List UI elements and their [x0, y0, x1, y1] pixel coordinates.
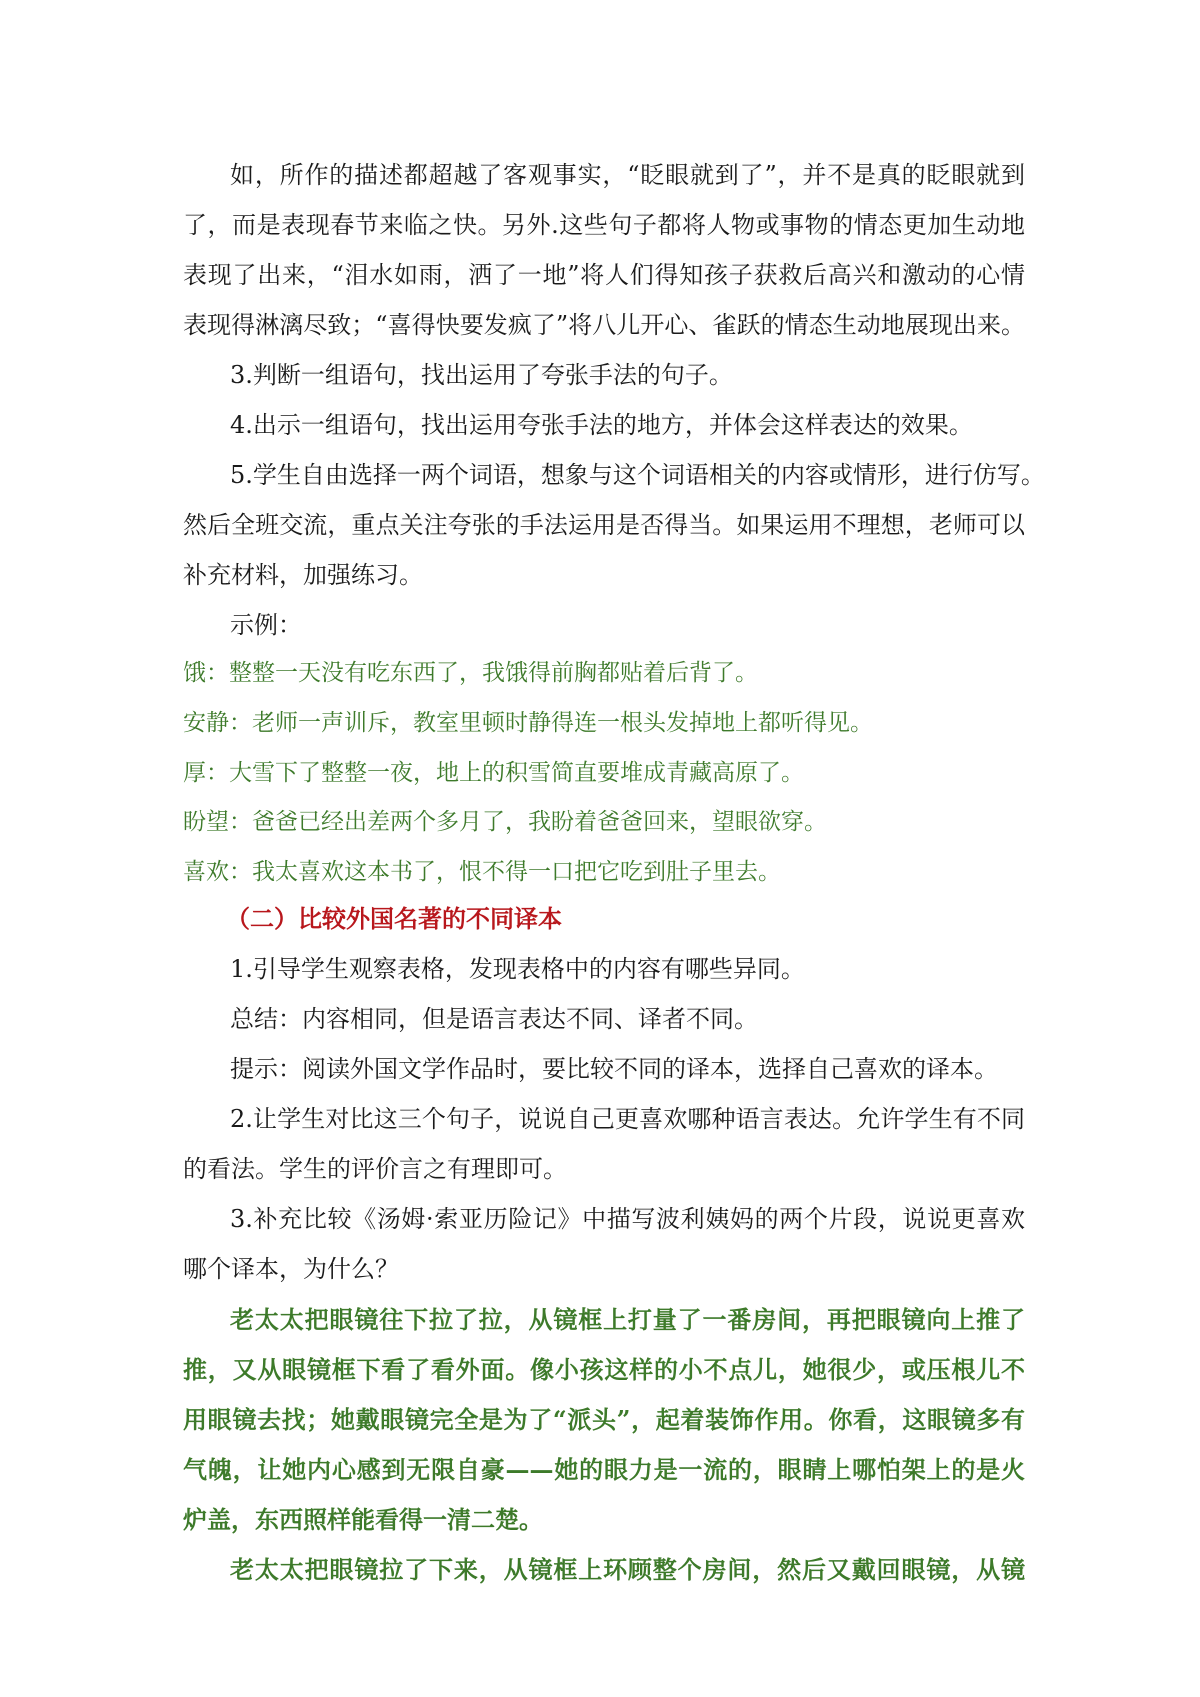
section-item-2-line: 2.让学生对比这三个句子，说说自己更喜欢哪种语言表达。允许学生有不同: [230, 1105, 1025, 1133]
examples-label: 示例：: [230, 611, 302, 639]
example-item: 饿：整整一天没有吃东西了，我饿得前胸都贴着后背了。: [183, 660, 758, 686]
excerpt-1-line: 炉盖，东西照样能看得一清二楚。: [183, 1505, 543, 1534]
example-item: 喜欢：我太喜欢这本书了，恨不得一口把它吃到肚子里去。: [183, 859, 781, 885]
tip-text: 提示：阅读外国文学作品时，要比较不同的译本，选择自己喜欢的译本。: [230, 1055, 998, 1083]
summary-text: 总结：内容相同，但是语言表达不同、译者不同。: [230, 1005, 758, 1033]
step-5-line: 然后全班交流，重点关注夸张的手法运用是否得当。如果运用不理想，老师可以: [183, 511, 1025, 539]
excerpt-1-line: 老太太把眼镜往下拉了拉，从镜框上打量了一番房间，再把眼镜向上推了: [230, 1305, 1025, 1334]
section-heading: （二）比较外国名著的不同译本: [226, 905, 562, 933]
paragraph-line: 表现了出来，“泪水如雨，洒了一地”将人们得知孩子获救后高兴和激动的心情: [183, 261, 1025, 289]
excerpt-1-line: 用眼镜去找；她戴眼镜完全是为了“派头”，起着装饰作用。你看，这眼镜多有: [183, 1405, 1025, 1434]
section-item-3-line: 3.补充比较《汤姆·索亚历险记》中描写波利姨妈的两个片段，说说更喜欢: [230, 1205, 1025, 1233]
excerpt-1-line: 推，又从眼镜框下看了看外面。像小孩这样的小不点儿，她很少，或压根儿不: [183, 1355, 1025, 1384]
example-item: 厚：大雪下了整整一夜，地上的积雪简直要堆成青藏高原了。: [183, 760, 804, 786]
paragraph-line: 如，所作的描述都超越了客观事实，“眨眼就到了”，并不是真的眨眼就到: [230, 161, 1025, 189]
step-4: 4.出示一组语句，找出运用夸张手法的地方，并体会这样表达的效果。: [230, 411, 973, 439]
section-item-1: 1.引导学生观察表格，发现表格中的内容有哪些异同。: [230, 955, 805, 983]
section-item-3-line: 哪个译本，为什么？: [183, 1255, 399, 1283]
excerpt-1-line: 气魄，让她内心感到无限自豪——她的眼力是一流的，眼睛上哪怕架上的是火: [183, 1455, 1025, 1484]
paragraph-line: 表现得淋漓尽致；“喜得快要发疯了”将八儿开心、雀跃的情态生动地展现出来。: [183, 311, 1025, 339]
paragraph-line: 了，而是表现春节来临之快。另外.这些句子都将人物或事物的情态更加生动地: [183, 211, 1025, 239]
step-5-line: 5.学生自由选择一两个词语，想象与这个词语相关的内容或情形，进行仿写。: [230, 461, 1045, 489]
step-3: 3.判断一组语句，找出运用了夸张手法的句子。: [230, 361, 733, 389]
example-item: 盼望：爸爸已经出差两个多月了，我盼着爸爸回来，望眼欲穿。: [183, 809, 827, 835]
step-5-line: 补充材料，加强练习。: [183, 561, 423, 589]
section-item-2-line: 的看法。学生的评价言之有理即可。: [183, 1155, 567, 1183]
example-item: 安静：老师一声训斥，教室里顿时静得连一根头发掉地上都听得见。: [183, 710, 873, 736]
excerpt-2-line: 老太太把眼镜拉了下来，从镜框上环顾整个房间，然后又戴回眼镜，从镜: [230, 1555, 1025, 1584]
